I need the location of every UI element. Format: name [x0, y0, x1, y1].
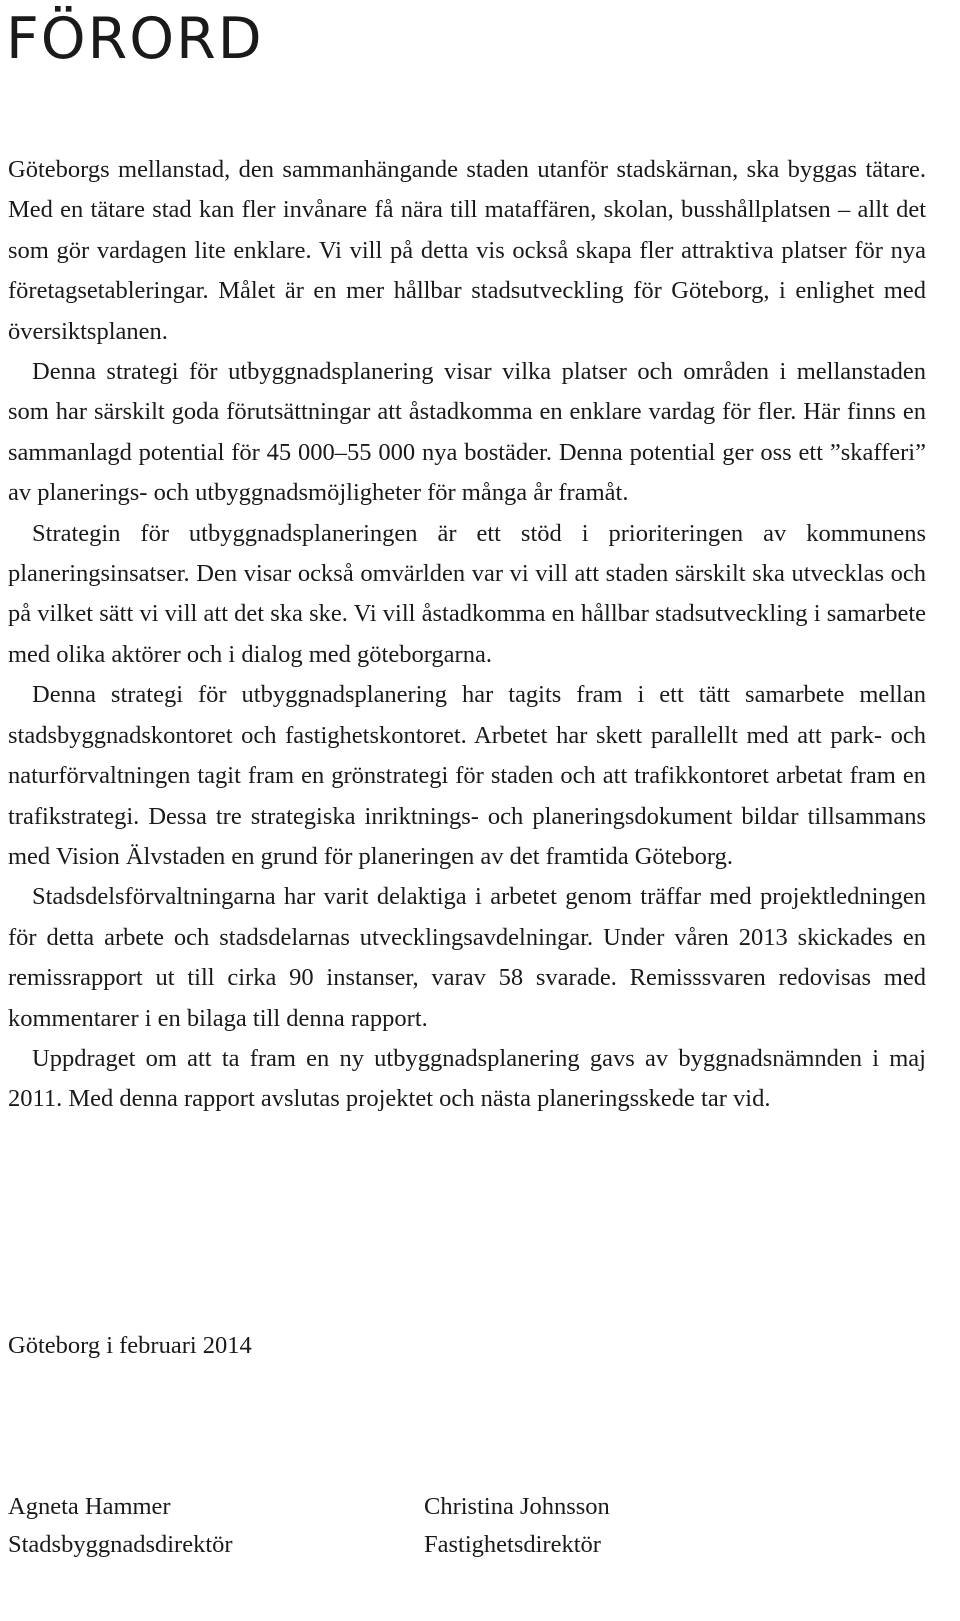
paragraph-2: Denna strategi för utbyggnadsplanering visar vilka platser och områden i mellanstaden som har särskilt goda förutsättningar att åstadkomma en enklare vardag för fler. Här finns en sammanlagd potential för 45 000–55 000 nya bostäder. Denna potential ger oss ett ”skafferi” av planerings- och utbyggnadsmöjligheter för många år framåt.	[8, 358, 926, 507]
signatory-role: Fastighetsdirektör	[424, 1531, 601, 1558]
paragraph-5: Stadsdelsförvaltningarna har varit delaktiga i arbetet genom träffar med projektledningen för detta arbete och stadsdelarnas utvecklingsavdelningar. Under våren 2013 skickades en remissrapport ut till cirka 90 instanser, varav 58 svarade. Remisssvaren redovisas med kommentarer i en bilaga till denna rapport.	[8, 883, 926, 1032]
signature-block-1	[8, 1488, 233, 1564]
signatory-role: Stadsbyggnadsdirektör	[8, 1531, 233, 1558]
page-title: FÖRORD	[6, 6, 264, 72]
paragraph-3: Strategin för utbyggnadsplaneringen är ett stöd i prioriteringen av kommunens planeringsinsatser. Den visar också omvärlden var vi vill att staden särskilt ska utvecklas och på vilket sätt vi vill att det ska ske. Vi vill åstadkomma en hållbar stadsutveckling i samarbete med olika aktörer och i dialog med göteborgarna.	[8, 519, 926, 668]
paragraph-1: Göteborgs mellanstad, den sammanhängande staden utanför stadskärnan, ska byggas tätare. Med en tätare stad kan fler invånare få nära till mataffären, skolan, busshållplatsen – allt det som gör vardagen lite enklare. Vi vill på detta vis också skapa fler attraktiva platser för nya företagsetableringar. Målet är en mer hållbar stadsutveckling för Göteborg, i enlighet med översiktsplanen.	[8, 156, 926, 345]
foreword-body	[8, 150, 926, 1120]
signatory-name: Christina Johnsson	[424, 1493, 610, 1520]
signatory-name: Agneta Hammer	[8, 1493, 171, 1520]
paragraph-4: Denna strategi för utbyggnadsplanering har tagits fram i ett tätt samarbete mellan stadsbyggnadskontoret och fastighetskontoret. Arbetet har skett parallellt med att park- och naturförvaltningen tagit fram en grönstrategi för staden och att trafikkontoret arbetat fram en trafikstrategi. Dessa tre strategiska inriktnings- och planeringsdokument bildar tillsammans med Vision Älvstaden en grund för planeringen av det framtida Göteborg.	[8, 681, 926, 870]
dateline: Göteborg i februari 2014	[8, 1332, 252, 1359]
signature-block-2	[424, 1488, 610, 1564]
paragraph-6: Uppdraget om att ta fram en ny utbyggnadsplanering gavs av byggnadsnämnden i maj 2011. Med denna rapport avslutas projektet och nästa planeringsskede tar vid.	[8, 1044, 926, 1113]
